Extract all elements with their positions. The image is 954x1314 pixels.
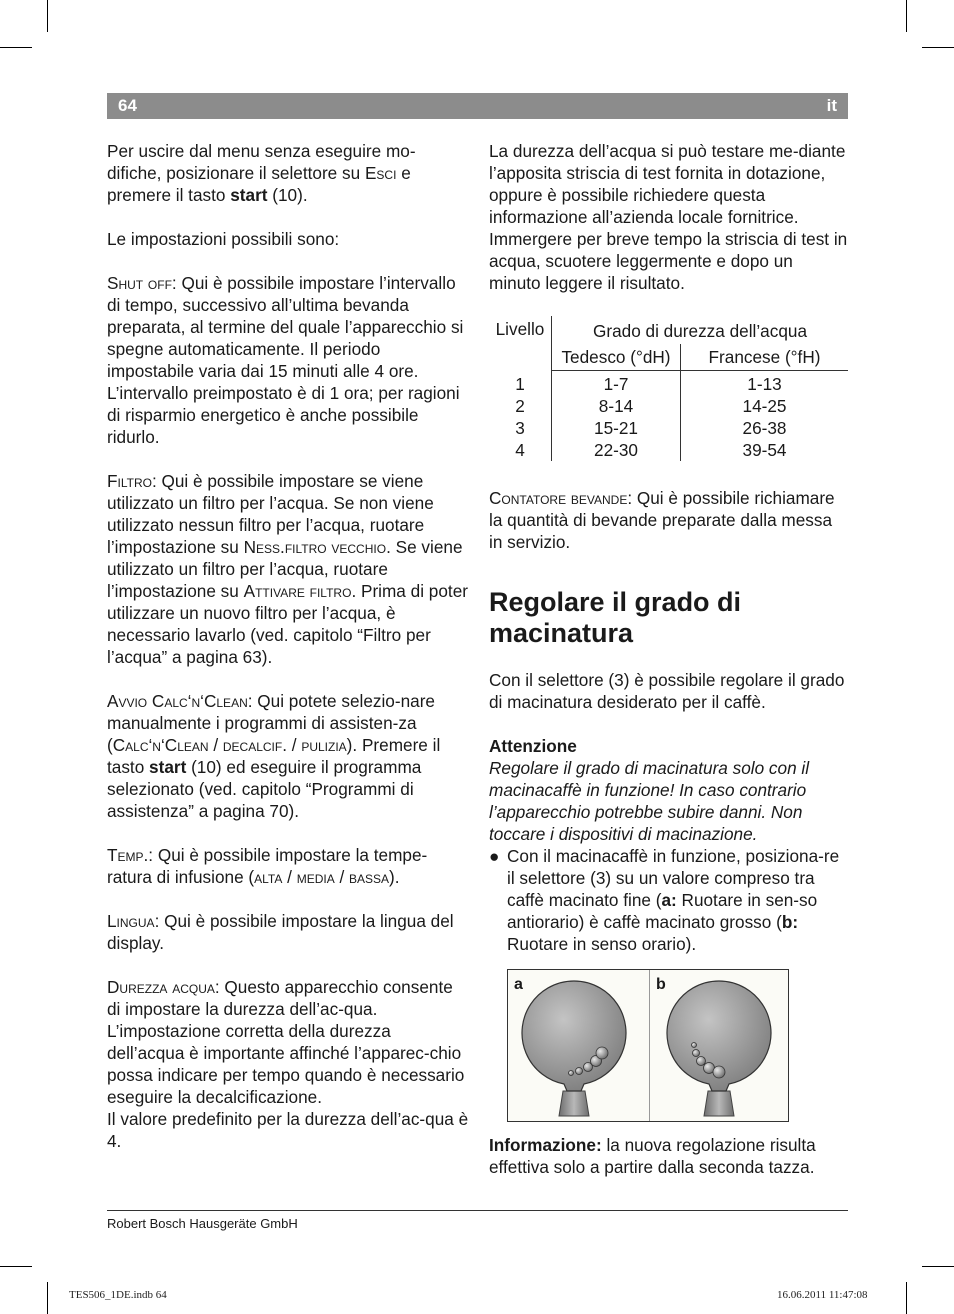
crop-mark: [0, 47, 32, 48]
temp-paragraph: Temp.: Qui è possibile impostare la tempe-ratura di infusione (alta / media / bassa).: [107, 845, 428, 887]
bullet-icon: ●: [489, 846, 500, 866]
grinder-knob-b: [667, 981, 771, 1116]
filtro-paragraph: Filtro: Qui è possibile impostare se viene utilizzato un filtro per l’acqua. Se non viene utilizzato nessun filtro per l’acqua, ruotare l’impostazione su Ness.filtro vecchio. Se viene utilizzato un filtro per l’acqua, ruotare l’impostazione su Attivare filtro. Prima di poter utilizzare un nuovo filtro per l’acqua, è necessario lavarlo (ved. capitolo “Filtro per l’acqua” a pagina 63).: [107, 471, 468, 667]
language-code: it: [826, 96, 837, 115]
grinder-figure: [507, 969, 789, 1122]
crop-mark: [906, 0, 907, 32]
col-fr-header: Francese (°fH): [681, 344, 849, 371]
figure-divider: [649, 970, 650, 1121]
attention-text: Regolare il grado di macinatura solo con il macinacaffè in funzione! In caso contrario l’apparecchio potrebbe subire danni. Non toccare i dispositivi di macinazione.: [489, 758, 810, 844]
water-hardness-table: [489, 316, 848, 461]
calc-n-clean-paragraph: Avvio Calc‘n‘Clean: Qui potete selezio-nare manualmente i programmi di assisten-za (Calc‘n‘Clean / decalcif. / pulizia). Premere il tasto start (10) ed eseguire il programma selezionato (ved. capitolo “Programmi di assistenza” a pagina 70).: [107, 691, 441, 821]
settings-intro: Le impostazioni possibili sono:: [107, 229, 340, 249]
grinder-illustration: [508, 970, 788, 1121]
crop-mark: [922, 1266, 954, 1267]
crop-mark: [47, 1282, 48, 1314]
table-row: 3 15-21 26-38: [489, 417, 848, 439]
grinder-intro: Con il selettore (3) è possibile regolare il grado di macinatura desiderato per il caffè.: [489, 670, 845, 712]
durezza-default: Il valore predefinito per la durezza dell’ac-qua è 4.: [107, 1109, 469, 1151]
crop-mark: [906, 1282, 907, 1314]
table-row: 4 22-30 39-54: [489, 439, 848, 461]
table-row: 1 1-7 1-13: [489, 371, 848, 396]
col-level-header: Livello: [489, 316, 552, 371]
right-column: [489, 140, 849, 1200]
crop-mark: [0, 1266, 32, 1267]
print-slug-file: TES506_1DE.indb 64: [69, 1289, 167, 1301]
figure-label-a: a: [514, 976, 523, 993]
crop-mark: [922, 47, 954, 48]
crop-mark: [47, 0, 48, 32]
col-group-header: Grado di durezza dell’acqua: [592, 321, 808, 341]
left-column: [107, 140, 469, 1174]
lingua-paragraph: Lingua: Qui è possibile impostare la lingua del display.: [107, 911, 454, 953]
exit-menu-paragraph: Per uscire dal menu senza eseguire mo-difiche, posizionare il selettore su Esci e premere il tasto start (10).: [107, 141, 416, 205]
col-de-header: Tedesco (°dH): [552, 344, 681, 371]
info-paragraph: Informazione: la nuova regolazione risulta effettiva solo a partire dalla seconda tazza.: [489, 1135, 816, 1177]
durezza-paragraph: Durezza acqua: Questo apparecchio consente di impostare la durezza dell’ac-qua. L’impostazione corretta della durezza dell’acqua è importante affinché l’apparec-chio possa indicare per tempo quando è necessario eseguire la decalcificazione.: [107, 977, 465, 1107]
page-header: [107, 93, 848, 119]
shutoff-paragraph: Shut off: Qui è possibile impostare l’intervallo di tempo, successivo all’ultima bevanda preparata, al termine del quale l’apparecchio si spegne automaticamente. Il periodo impostabile varia dai 15 minuti alle 4 ore. L’intervallo preimpostato è di 1 ora; per ragioni di risparmio energetico è anche possibile ridurlo.: [107, 273, 464, 447]
figure-label-b: b: [656, 976, 666, 993]
footer-company: Robert Bosch Hausgeräte GmbH: [107, 1216, 298, 1231]
table-row: 2 8-14 14-25: [489, 395, 848, 417]
section-heading: Regolare il grado di macinatura: [489, 587, 742, 648]
instruction-bullet: ● Con il macinacaffè in funzione, posiziona-re il selettore (3) su un valore compreso tra caffè macinato fine (a: Ruotare in sen-so antiorario) è caffè macinato grosso (b: Ruotare in senso orario).: [489, 846, 840, 954]
attention-title: Attenzione: [489, 736, 577, 756]
contatore-paragraph: Contatore bevande: Qui è possibile richiamare la quantità di bevande preparate dalla messa in servizio.: [489, 488, 835, 552]
footer-divider: [107, 1210, 848, 1211]
print-slug-date: 16.06.2011 11:47:08: [777, 1289, 868, 1301]
page-number: 64: [118, 96, 137, 115]
test-strip-instructions: Immergere per breve tempo la striscia di test in acqua, scuotere leggermente e dopo un minuto leggere il risultato.: [489, 229, 848, 293]
test-strip-paragraph: La durezza dell’acqua si può testare me-diante l’apposita striscia di test fornita in dotazione, oppure è possibile richiedere questa informazione all’azienda locale fornitrice.: [489, 141, 846, 227]
grinder-knob-a: [522, 981, 626, 1116]
